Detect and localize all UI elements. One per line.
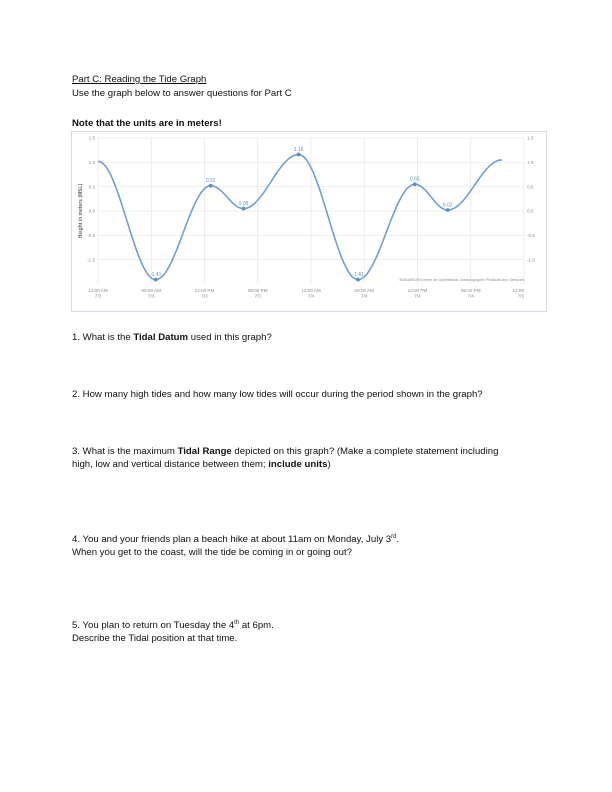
y-tick-label-right: 0.5 — [527, 184, 534, 190]
tide-point-label: 0.05 — [238, 201, 249, 208]
x-tick-date: 7/3 — [148, 293, 155, 299]
q3-bold-1: Tidal Range — [177, 446, 232, 457]
y-tick-label: 0.0 — [88, 208, 95, 214]
x-tick-date: 7/4 — [414, 293, 421, 299]
tide-point-label: 0.52 — [205, 178, 216, 185]
x-tick-label: 12:00 PM — [407, 288, 428, 293]
tide-point-label: 1.16 — [293, 147, 304, 154]
y-tick-label-right: 1.0 — [527, 159, 534, 165]
tide-point-marker — [242, 207, 246, 211]
tide-chart — [71, 131, 547, 312]
q3-line2-post: ) — [327, 459, 331, 470]
x-tick-label: 12:00 PM — [194, 288, 215, 293]
x-tick-label: 12:00 AM — [88, 288, 108, 293]
x-tick-label: 06:00 AM — [354, 288, 374, 293]
tide-point-marker — [446, 208, 450, 212]
y-tick-label: -0.5 — [87, 232, 95, 238]
q4-line1-post: . — [396, 534, 400, 546]
tide-point-label: 0.55 — [409, 176, 420, 183]
q1-post: used in this graph? — [188, 332, 272, 343]
tide-point-label: 0.02 — [442, 202, 453, 209]
q3-pre: 3. What is the maximum — [72, 446, 178, 457]
q1-bold: Tidal Datum — [133, 332, 189, 343]
q1-pre: 1. What is the — [72, 332, 134, 343]
q5-sup: th — [234, 620, 240, 626]
question-3 — [72, 445, 498, 471]
x-tick-date: 7/4 — [307, 293, 315, 299]
x-tick-date: 7/3 — [94, 293, 102, 299]
tide-point-label: -1.41 — [352, 272, 364, 279]
tide-point-marker — [209, 184, 213, 188]
q5-line1-post: at 6pm. — [239, 620, 274, 632]
q4-sup: rd — [391, 534, 397, 540]
x-tick-label: 06:00 AM — [141, 288, 161, 293]
q5-line1-pre: 5. You plan to return on Tuesday the 4 — [72, 620, 235, 632]
x-tick-label: 12:00 — [512, 288, 524, 293]
x-tick-date: 7/4 — [361, 293, 368, 299]
question-1 — [72, 331, 272, 344]
y-tick-label-right: -0.5 — [527, 232, 535, 238]
x-tick-label: 12:00 AM — [301, 288, 321, 293]
q4-line1-pre: 4. You and your friends plan a beach hike at about 11am on Monday, July 3 — [72, 534, 392, 546]
q5-line2: Describe the Tidal position at that time. — [72, 633, 238, 645]
y-axis-title: Height in meters (MSL) — [78, 183, 84, 239]
x-tick-label: 06:00 PM — [460, 288, 481, 293]
tide-point-marker — [356, 278, 360, 282]
chart-credit: NOAA/NOS/Center for Operational Oceanographic Products and Services — [399, 278, 524, 282]
x-tick-date: 7/4 — [467, 293, 474, 299]
question-5 — [72, 617, 274, 645]
question-2: 2. How many high tides and how many low tides will occur during the period shown in the graph? — [72, 389, 483, 400]
q3-mid: depicted on this graph? (Make a complete statement including — [231, 446, 499, 457]
tide-point-label: -1.41 — [149, 272, 162, 279]
y-tick-label: 1.0 — [88, 159, 95, 165]
question-4 — [72, 531, 399, 559]
tide-point-marker — [413, 182, 417, 186]
tide-chart-svg — [72, 132, 548, 313]
units-note: Note that the units are in meters! — [72, 118, 222, 129]
part-title: Part C: Reading the Tide Graph — [72, 74, 207, 85]
x-tick-date: 7/5 — [517, 293, 524, 299]
y-tick-label-right: -1.0 — [527, 257, 535, 263]
x-tick-date: 7/3 — [254, 293, 261, 299]
y-tick-label: 1.5 — [88, 135, 95, 141]
q4-line2: When you get to the coast, will the tide be coming in or going out? — [72, 547, 352, 559]
y-tick-label: -1.0 — [87, 257, 95, 263]
instructions: Use the graph below to answer questions for Part C — [72, 88, 292, 99]
y-tick-label: 0.5 — [88, 184, 95, 190]
y-tick-label-right: 0.0 — [527, 208, 534, 214]
x-tick-date: 7/3 — [201, 293, 208, 299]
y-tick-label-right: 1.5 — [527, 135, 534, 141]
tide-point-marker — [297, 153, 301, 157]
q3-line2-pre: high, low and vertical distance between them; — [72, 459, 269, 470]
tide-series-line — [98, 155, 502, 280]
q3-bold-2: include units — [268, 459, 328, 470]
x-tick-label: 06:00 PM — [247, 288, 268, 293]
tide-point-marker — [154, 278, 158, 282]
